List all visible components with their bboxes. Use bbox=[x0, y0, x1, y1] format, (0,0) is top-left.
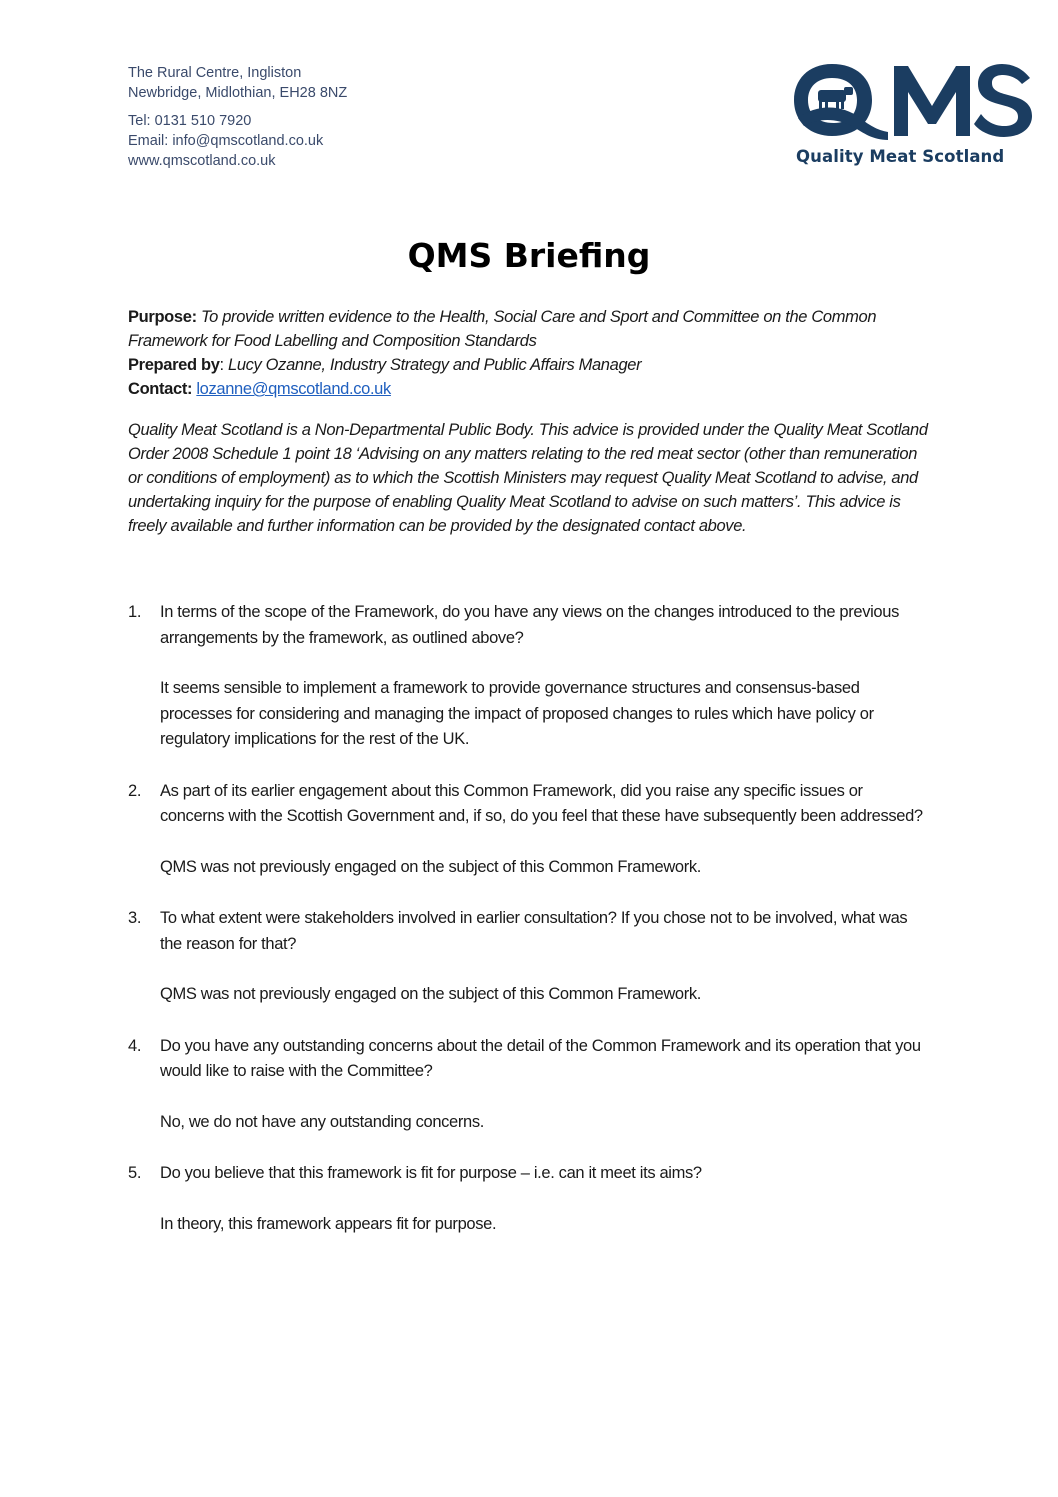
purpose-row bbox=[128, 305, 928, 353]
answer-text: It seems sensible to implement a framework to provide governance structures and consensus-based processes for considering and managing the impact of proposed changes to rules which have policy or regulatory implications for the rest of the UK. bbox=[160, 679, 874, 748]
question-number: 3. bbox=[128, 909, 142, 927]
logo-letter-s bbox=[974, 64, 1032, 137]
question-text: Do you believe that this framework is fit for purpose – i.e. can it meet its aims? bbox=[160, 1164, 702, 1182]
prepared-by-text: Lucy Ozanne, Industry Strategy and Public Affairs Manager bbox=[228, 356, 642, 374]
question-item bbox=[128, 600, 928, 651]
contact-row bbox=[128, 377, 928, 401]
answer-text: In theory, this framework appears fit for purpose. bbox=[160, 1214, 497, 1233]
question-text: To what extent were stakeholders involved in earlier consultation? If you chose not to be involved, what was the reason for that? bbox=[160, 909, 908, 953]
purpose-label: Purpose: bbox=[128, 308, 197, 326]
intro-paragraph: Quality Meat Scotland is a Non-Departmental Public Body. This advice is provided under the Quality Meat Scotland Order 2008 Schedule 1 point 18 ‘Advising on any matters relating to the red meat sector (other than remuneration or conditions of employment) as to which the Scottish Ministers may request Quality Meat Scotland to advise, and undertaking inquiry for the purpose of enabling Quality Meat Scotland to advise on such matters’. This advice is freely available and further information can be provided by the designated contact above. bbox=[128, 421, 928, 535]
question-list bbox=[128, 600, 928, 1237]
question-item bbox=[128, 1161, 928, 1187]
question-number: 4. bbox=[128, 1036, 142, 1055]
website-line: www.qmscotland.co.uk bbox=[128, 153, 276, 169]
cattle-icon bbox=[818, 87, 853, 109]
address-line: The Rural Centre, Ingliston bbox=[128, 65, 302, 81]
prepared-by-row: Prepared by: Lucy Ozanne, Industry Strategy and Public Affairs Manager bbox=[128, 356, 642, 374]
prepared-by-label: Prepared by bbox=[128, 356, 220, 374]
sender-address-block bbox=[128, 63, 347, 171]
question-item bbox=[128, 1034, 928, 1085]
purpose-text: To provide written evidence to the Health, Social Care and Sport and Committee on the Common Framework for Food Labelling and Composition Standards bbox=[128, 308, 877, 350]
contact-label: Contact: bbox=[128, 380, 193, 398]
question-text: Do you have any outstanding concerns about the detail of the Common Framework and its operation that you would like to raise with the Committee? bbox=[160, 1036, 921, 1080]
question-number: 2. bbox=[128, 781, 142, 800]
email-line: Email: info@qmscotland.co.uk bbox=[128, 133, 324, 149]
answer-text: QMS was not previously engaged on the subject of this Common Framework. bbox=[160, 857, 701, 876]
question-item bbox=[128, 779, 928, 830]
address-line: Newbridge, Midlothian, EH28 8NZ bbox=[128, 85, 348, 101]
answer-text: No, we do not have any outstanding concerns. bbox=[160, 1112, 484, 1131]
logo-tagline: Quality Meat Scotland bbox=[796, 147, 1005, 166]
phone-line: Tel: 0131 510 7920 bbox=[128, 113, 252, 129]
question-text: As part of its earlier engagement about this Common Framework, did you raise any specific issues or concerns with the Scottish Government and, if so, do you feel that these have subsequently been addressed? bbox=[160, 781, 923, 825]
answer-text: QMS was not previously engaged on the subject of this Common Framework. bbox=[160, 985, 701, 1003]
briefing-meta bbox=[128, 305, 928, 401]
document-title: QMS Briefing bbox=[407, 236, 651, 275]
question-item bbox=[128, 906, 928, 957]
question-number: 1. bbox=[128, 603, 142, 621]
question-number: 5. bbox=[128, 1164, 142, 1182]
logo-letter-m bbox=[894, 66, 970, 136]
question-text: In terms of the scope of the Framework, do you have any views on the changes introduced to the previous arrangements by the framework, as outlined above? bbox=[160, 603, 899, 647]
contact-email-link[interactable]: lozanne@qmscotland.co.uk bbox=[196, 380, 391, 398]
